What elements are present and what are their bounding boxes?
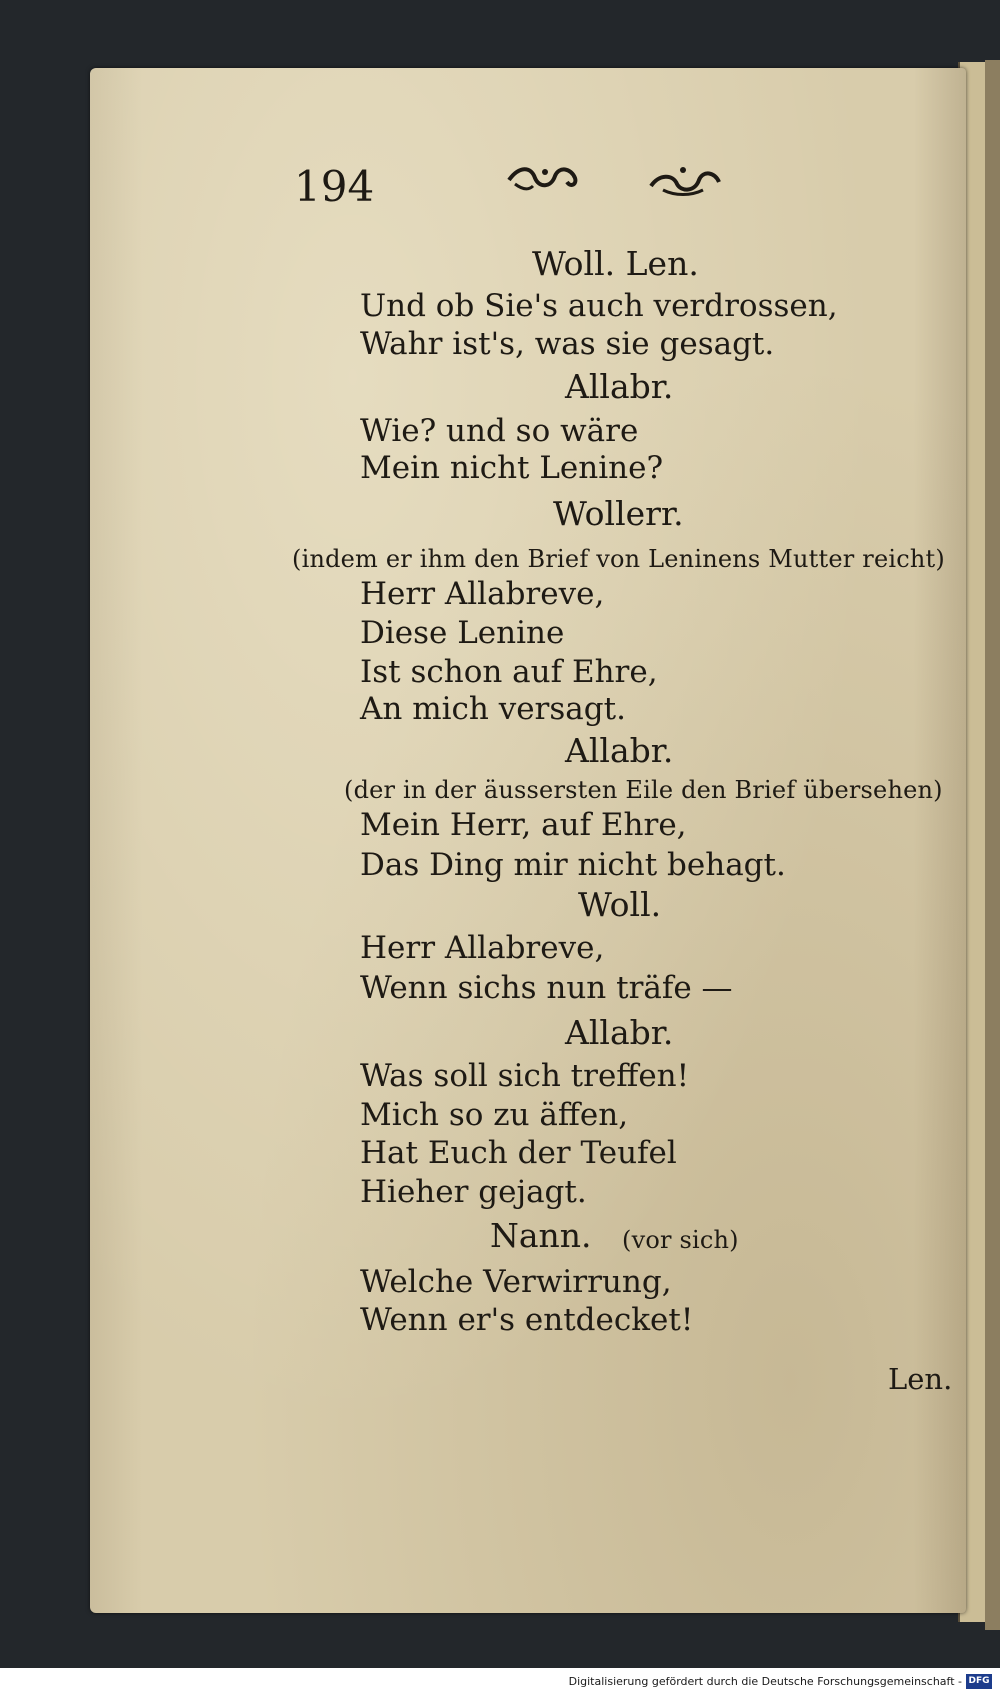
catchword: Len. xyxy=(888,1362,953,1396)
footer-bar xyxy=(0,1668,1000,1696)
page-number: 194 xyxy=(294,162,375,211)
verse-line: Mein nicht Lenine? xyxy=(360,450,664,486)
speaker-label: Allabr. xyxy=(565,367,674,406)
verse-line: Wenn sichs nun träfe — xyxy=(360,970,733,1006)
verse-line: Und ob Sie's auch verdrossen, xyxy=(360,288,838,324)
verse-line: Wenn er's entdecket! xyxy=(360,1302,694,1338)
left-ornament-icon xyxy=(505,160,585,200)
verse-line: Hat Euch der Teufel xyxy=(360,1135,677,1171)
verse-line: Ist schon auf Ehre, xyxy=(360,654,658,690)
dfg-logo: DFG xyxy=(966,1674,992,1689)
speaker-label: Woll. xyxy=(578,885,662,924)
verse-line: Hieher gejagt. xyxy=(360,1174,587,1210)
verse-line: Was soll sich treffen! xyxy=(360,1058,690,1094)
footer-credit: Digitalisierung gefördert durch die Deutsche Forschungsgemeinschaft - xyxy=(568,1675,962,1688)
verse-line: Wie? und so wäre xyxy=(360,413,639,449)
verse-line: Herr Allabreve, xyxy=(360,576,605,612)
stage-direction: (der in der äussersten Eile den Brief übersehen) xyxy=(344,776,943,804)
speaker-label: Nann. xyxy=(490,1216,592,1255)
verse-line: Welche Verwirrung, xyxy=(360,1264,672,1300)
stage-direction: (indem er ihm den Brief von Leninens Mutter reicht) xyxy=(292,545,945,573)
verse-line: Herr Allabreve, xyxy=(360,930,605,966)
page-stack-edge xyxy=(985,60,1000,1630)
speaker-label: Woll. Len. xyxy=(532,244,699,283)
verse-line: Mein Herr, auf Ehre, xyxy=(360,807,687,843)
verse-line: Das Ding mir nicht behagt. xyxy=(360,847,786,883)
verse-line: Wahr ist's, was sie gesagt. xyxy=(360,326,775,362)
speaker-label: Allabr. xyxy=(565,731,674,770)
verse-line: An mich versagt. xyxy=(360,691,626,727)
speaker-label: Allabr. xyxy=(565,1013,674,1052)
verse-line: Mich so zu äffen, xyxy=(360,1097,629,1133)
speaker-label: Wollerr. xyxy=(553,494,684,533)
right-ornament-icon xyxy=(645,160,725,200)
verse-line: Diese Lenine xyxy=(360,615,565,651)
stage-direction: (vor sich) xyxy=(622,1226,739,1254)
